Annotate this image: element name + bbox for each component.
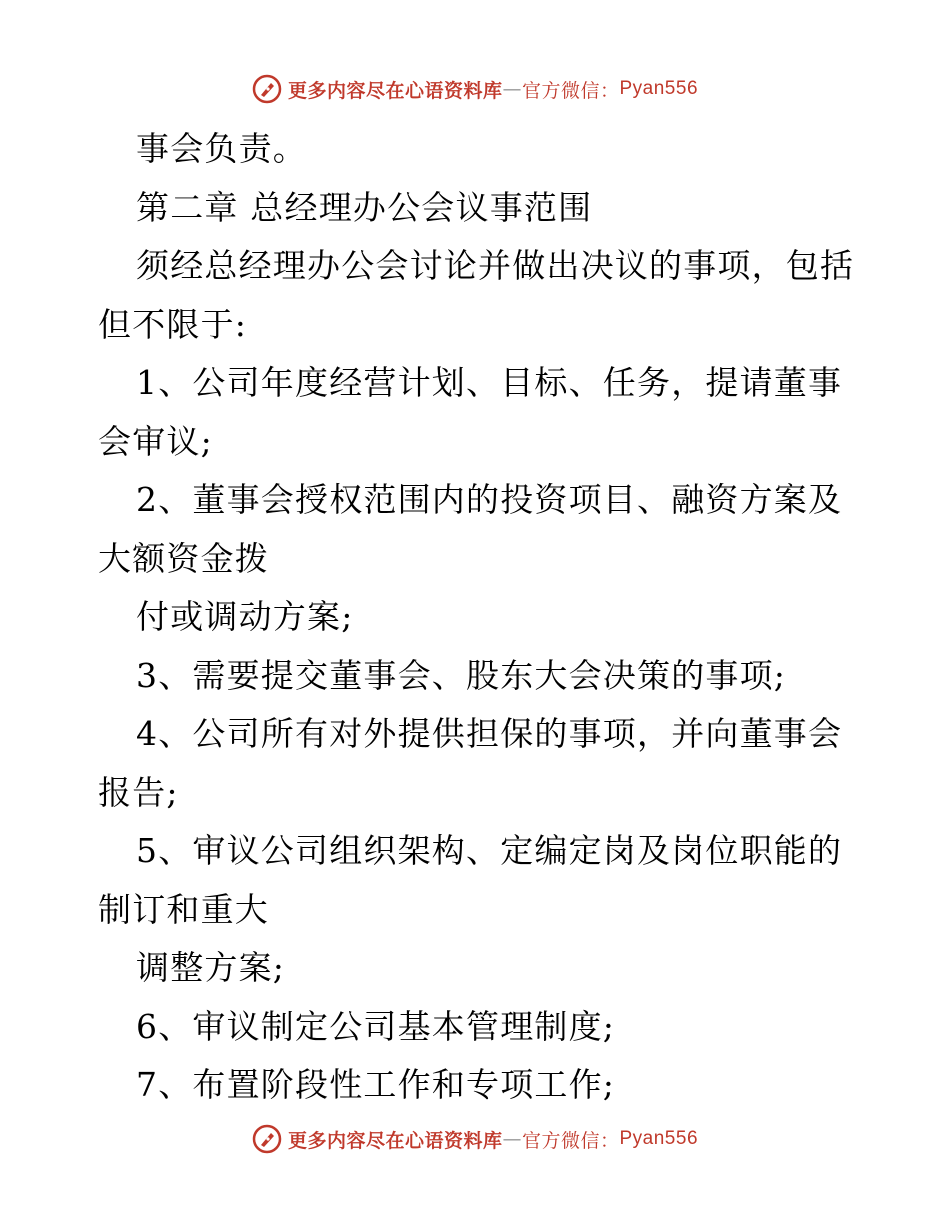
list-item: 5、审议公司组织架构、定编定岗及岗位职能的 (136, 831, 843, 870)
list-item: 3、需要提交董事会、股东大会决策的事项; (136, 655, 787, 695)
list-item: 6、审议制定公司基本管理制度; (136, 1006, 616, 1046)
watermark-wechat-id: Pyan556 (619, 78, 699, 99)
text-line: 调整方案; (136, 948, 286, 987)
text-line: 报告; (98, 772, 179, 812)
pen-nib-circle-icon (252, 1124, 282, 1154)
watermark-site-text: 更多内容尽在心语资料库 (287, 1129, 503, 1152)
watermark-wechat-id: Pyan556 (619, 1128, 699, 1149)
watermark-dash: — (502, 78, 522, 100)
text-line: 大额资金拨 (98, 538, 269, 578)
pen-nib-circle-icon (252, 74, 282, 104)
text-line: 事会负责。 (136, 129, 307, 168)
text-line: 须经总经理办公会讨论并做出决议的事项，包括 (136, 246, 855, 285)
watermark-label: 官方微信： (521, 79, 620, 102)
watermark-label: 官方微信： (521, 1129, 620, 1152)
text-line: 但不限于: (98, 304, 248, 344)
watermark-dash: — (502, 1128, 522, 1150)
text-line: 会审议; (98, 421, 213, 461)
text-line: 制订和重大 (98, 889, 269, 929)
text-line: 付或调动方案; (136, 597, 354, 636)
footer-watermark (0, 1124, 950, 1154)
document-body (98, 120, 858, 1115)
header-watermark (0, 74, 950, 104)
chapter-heading: 第二章 总经理办公会议事范围 (136, 187, 593, 227)
list-item: 7、布置阶段性工作和专项工作; (136, 1065, 616, 1104)
watermark-site-text: 更多内容尽在心语资料库 (287, 79, 503, 102)
list-item: 4、公司所有对外提供担保的事项，并向董事会 (136, 714, 843, 753)
list-item: 2、董事会授权范围内的投资项目、融资方案及 (136, 480, 843, 519)
list-item: 1、公司年度经营计划、目标、任务，提请董事 (136, 363, 843, 402)
